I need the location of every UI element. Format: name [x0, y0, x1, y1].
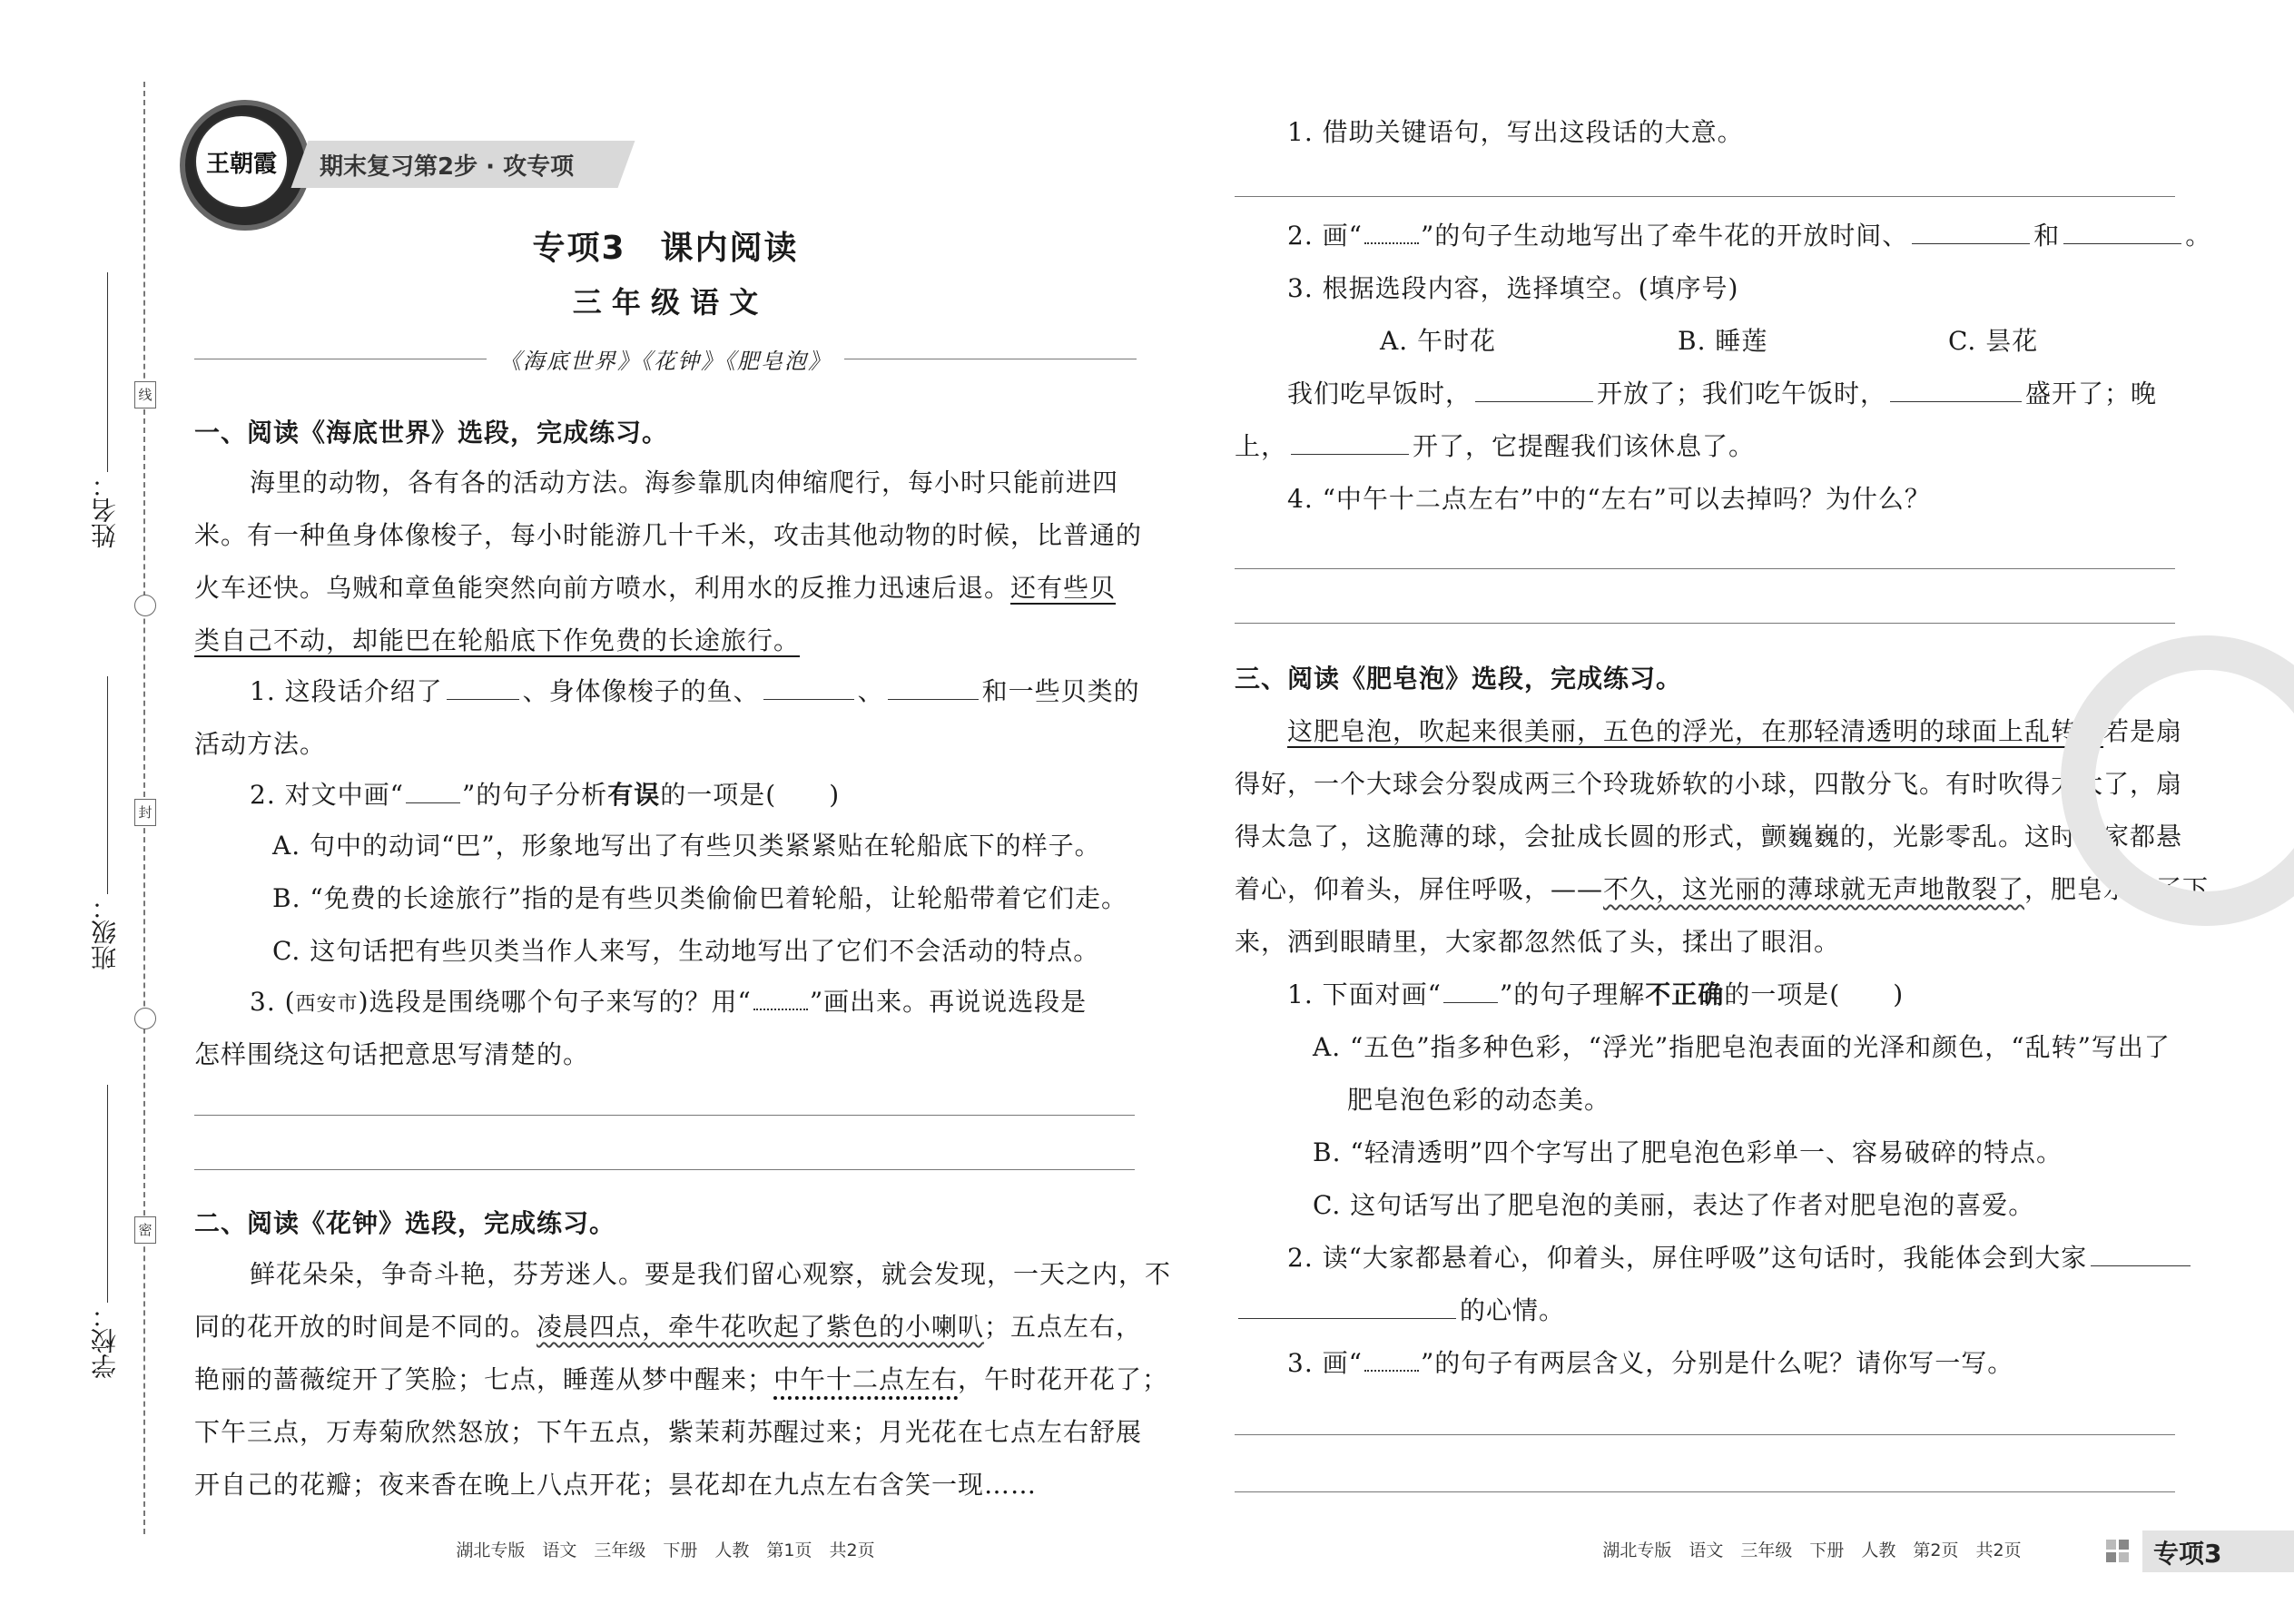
- brand-logo-inner: [194, 114, 289, 209]
- answer-line[interactable]: [194, 1169, 1135, 1170]
- answer-blank[interactable]: [888, 674, 979, 700]
- section2-para-line: 同的花开放的时间是不同的。凌晨四点，牵牛花吹起了紫色的小喇叭；五点左右，: [194, 1312, 1143, 1342]
- answer-blank[interactable]: [1291, 428, 1409, 455]
- answer-blank[interactable]: [2063, 218, 2181, 244]
- s3-question-1: 1. 下面对画“ ”的句子理解不正确的一项是( ): [1287, 979, 1905, 1009]
- footer-left: 湖北专版 语文 三年级 下册 人教 第1页 共2页: [456, 1540, 875, 1560]
- s3-question-2: 2. 读“大家都悬着心，仰着头，屏住呼吸”这句话时，我能体会到大家: [1287, 1240, 2194, 1276]
- series-title: 期末复习第2步 · 攻专项: [320, 153, 575, 181]
- s1-option-b[interactable]: B. “免费的长途旅行”指的是有些贝类偷偷巴着轮船，让轮船带着它们走。: [272, 883, 1128, 913]
- footer-right: 湖北专版 语文 三年级 下册 人教 第2页 共2页: [1602, 1540, 2022, 1560]
- s1-question-1: 1. 这段话介绍了 、身体像梭子的鱼、 、 和一些贝类的: [250, 674, 1140, 710]
- answer-blank[interactable]: [1475, 376, 1593, 402]
- section3-para-line: 得好，一个大球会分裂成两三个玲珑娇软的小球，四散分飞。有时吹得太大了，扇: [1235, 769, 2183, 799]
- name-label: 姓名：: [90, 472, 120, 548]
- section1-para-line: 海里的动物，各有各的活动方法。海参靠肌肉伸缩爬行，每小时只能前进四: [250, 468, 1119, 497]
- section2-para-line: 鲜花朵朵，争奇斗艳，芬芳迷人。要是我们留心观察，就会发现，一天之内，不: [250, 1259, 1172, 1289]
- s1-question-3-cont: 怎样围绕这句话把意思写清楚的。: [194, 1039, 590, 1069]
- class-field[interactable]: [107, 676, 108, 894]
- s1-option-a[interactable]: A. 句中的动词“巴”，形象地写出了有些贝类紧紧贴在轮船底下的样子。: [272, 831, 1101, 861]
- r-option-b[interactable]: B. 睡莲: [1678, 326, 1768, 356]
- school-label: 学校：: [90, 1303, 120, 1379]
- answer-line[interactable]: [1235, 1434, 2175, 1435]
- answer-line[interactable]: [1235, 1491, 2175, 1492]
- r-option-a[interactable]: A. 午时花: [1380, 326, 1497, 356]
- footer-badge: 专项3: [2153, 1539, 2222, 1569]
- r-fill-line-2: 上， 开了，它提醒我们该休息了。: [1235, 428, 1755, 465]
- class-label: 班级：: [90, 894, 120, 970]
- section3-para-line: 得太急了，这脆薄的球，会扯成长圆的形式，颤巍巍的，光影零乱。这时大家都悬: [1235, 822, 2183, 851]
- r-question-4: 4. “中午十二点左右”中的“左右”可以去掉吗？为什么？: [1287, 484, 1931, 514]
- section2-para-line: 艳丽的蔷薇绽开了笑脸；七点，睡莲从梦中醒来；中午十二点左右，午时花开花了；: [194, 1364, 1169, 1394]
- seal-mark-secret: 密: [134, 1216, 156, 1244]
- s1-option-c[interactable]: C. 这句话把有些贝类当作人来写，生动地写出了它们不会活动的特点。: [272, 936, 1100, 966]
- section1-heading: 一、阅读《海底世界》选段，完成练习。: [194, 418, 669, 448]
- section2-heading: 二、阅读《花钟》选段，完成练习。: [194, 1208, 616, 1238]
- answer-blank[interactable]: [1912, 218, 2030, 244]
- answer-line[interactable]: [1235, 568, 2175, 569]
- seal-mark-line: 线: [134, 381, 156, 408]
- answer-blank[interactable]: [763, 674, 854, 700]
- answer-blank[interactable]: [447, 674, 519, 700]
- s3-option-a[interactable]: A. “五色”指多种色彩，“浮光”指肥皂泡表面的光泽和颜色，“乱转”写出了: [1313, 1032, 2171, 1062]
- brand-logo-text: 王朝霞: [205, 151, 277, 178]
- s3-question-2-cont: 的心情。: [1235, 1293, 1565, 1329]
- r-option-c[interactable]: C. 昙花: [1948, 326, 2039, 356]
- section3-para-line: 着心，仰着头，屏住呼吸，——不久，这光丽的薄球就无声地散裂了，肥皂水落了下: [1235, 874, 2210, 904]
- answer-blank[interactable]: [1238, 1293, 1456, 1319]
- s1-question-3: 3. (西安市)选段是围绕哪个句子来写的？用“ ”画出来。再说说选段是: [250, 987, 1088, 1017]
- page-title: 专项3 课内阅读: [532, 230, 799, 267]
- section1-para-line: 米。有一种鱼身体像梭子，每小时能游几十千米，攻击其他动物的时候，比普通的: [194, 520, 1143, 550]
- binding-hole-2: [134, 1008, 156, 1029]
- section2-para-line: 开自己的花瓣；夜来香在晚上八点开花；昙花却在九点左右含笑一现……: [194, 1470, 1038, 1500]
- s1-question-1-cont: 活动方法。: [194, 729, 327, 759]
- seal-mark-seal: 封: [134, 799, 156, 826]
- answer-line[interactable]: [1235, 623, 2175, 624]
- section1-para-line: 类自己不动，却能巴在轮船底下作免费的长途旅行。: [194, 625, 801, 655]
- section3-para-line: 这肥皂泡，吹起来很美丽，五色的浮光，在那轻清透明的球面上乱转。若是扇: [1287, 716, 2183, 746]
- s3-option-a-cont: 肥皂泡色彩的动态美。: [1347, 1085, 1611, 1115]
- s3-option-c[interactable]: C. 这句话写出了肥皂泡的美丽，表达了作者对肥皂泡的喜爱。: [1313, 1190, 2035, 1220]
- section3-heading: 三、阅读《肥皂泡》选段，完成练习。: [1235, 664, 1683, 694]
- section2-para-line: 下午三点，万寿菊欣然怒放；下午五点，紫茉莉苏醒过来；月光花在七点左右舒展: [194, 1417, 1143, 1447]
- footer-dots: [2106, 1540, 2142, 1565]
- texts-line: 《海底世界》《花钟》《肥皂泡》: [499, 349, 832, 374]
- answer-blank[interactable]: [1890, 376, 2022, 402]
- s3-option-b[interactable]: B. “轻清透明”四个字写出了肥皂泡色彩单一、容易破碎的特点。: [1313, 1137, 2063, 1167]
- r-question-1: 1. 借助关键语句，写出这段话的大意。: [1287, 117, 1744, 147]
- brand-logo: [180, 100, 310, 231]
- s3-question-3: 3. 画“ ”的句子有两层含义，分别是什么呢？请你写一写。: [1287, 1348, 2014, 1378]
- s1-question-2: 2. 对文中画“ ”的句子分析有误的一项是( ): [250, 780, 841, 810]
- r-fill-line-1: 我们吃早饭时， 开放了；我们吃午饭时， 盛开了；晚: [1287, 376, 2157, 412]
- school-field[interactable]: [107, 1085, 108, 1303]
- answer-blank[interactable]: [2091, 1240, 2191, 1266]
- answer-line[interactable]: [1235, 196, 2175, 197]
- section3-para-line: 来，洒到眼睛里，大家都忽然低了头，揉出了眼泪。: [1235, 927, 1841, 957]
- r-question-2: 2. 画“ ”的句子生动地写出了牵牛花的开放时间、 和 。: [1287, 218, 2211, 254]
- answer-line[interactable]: [194, 1115, 1135, 1116]
- page-subtitle: 三 年 级 语 文: [572, 285, 759, 320]
- r-question-3: 3. 根据选段内容，选择填空。(填序号): [1287, 273, 1739, 303]
- section1-para-line: 火车还快。乌贼和章鱼能突然向前方喷水，利用水的反推力迅速后退。还有些贝: [194, 573, 1117, 603]
- binding-hole-1: [134, 595, 156, 616]
